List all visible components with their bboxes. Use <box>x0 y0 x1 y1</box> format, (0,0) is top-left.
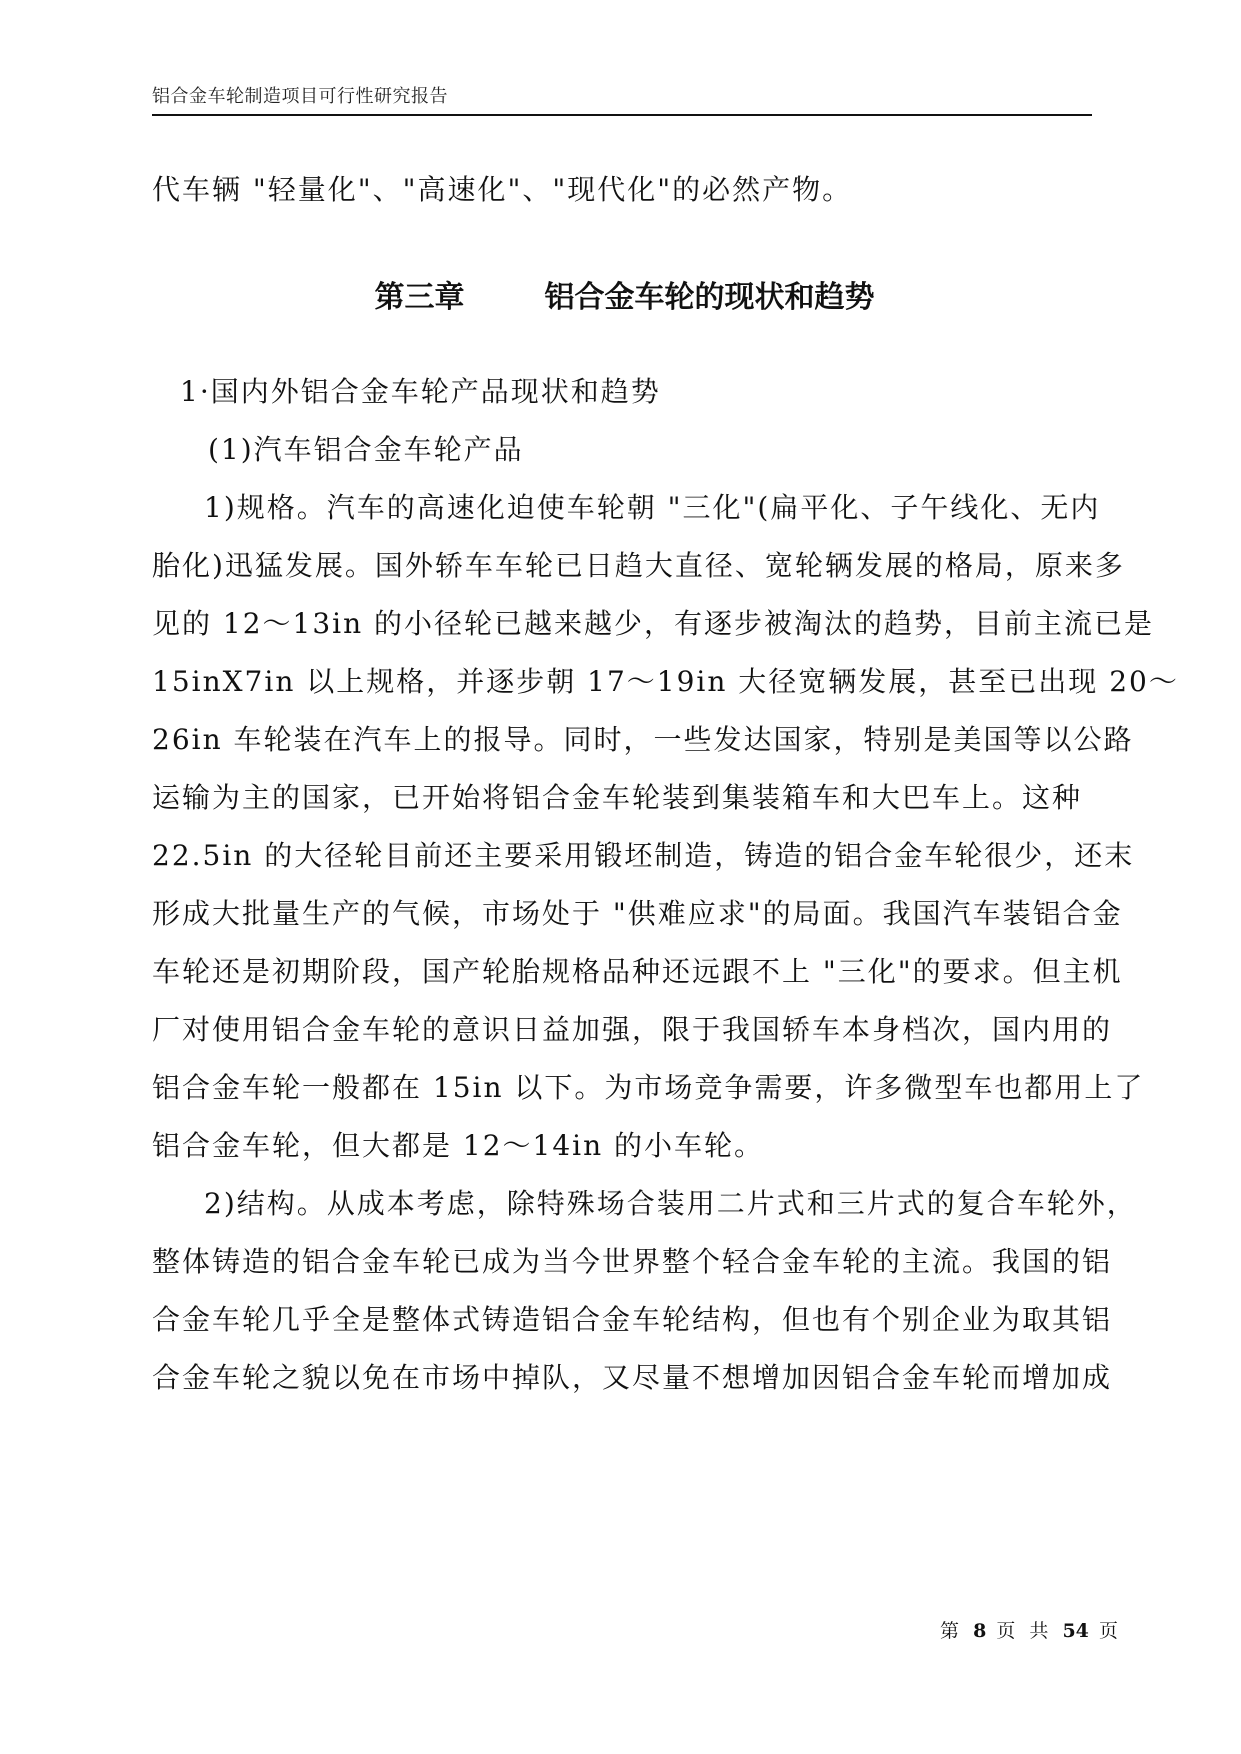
page-footer <box>940 1618 1122 1644</box>
paragraph-1-line: 见的 12～13in 的小径轮已越来越少，有逐步被淘汰的趋势，目前主流已是 <box>152 607 1155 640</box>
chapter-number: 第三章 <box>374 280 465 315</box>
paragraph-2-line: 2)结构。从成本考虑，除特殊场合装用二片式和三片式的复合车轮外， <box>204 1187 1137 1220</box>
chapter-heading <box>152 278 1097 318</box>
footer-prefix: 第 <box>940 1620 964 1642</box>
paragraph-1-line: 26in 车轮装在汽车上的报导。同时，一些发达国家，特别是美国等以公路 <box>152 723 1134 756</box>
page-number: 8 <box>973 1620 987 1642</box>
subsection-heading: (1)汽车铝合金车轮产品 <box>208 433 524 466</box>
page-header <box>152 84 1092 116</box>
paragraph-1-line: 车轮还是初期阶段，国产轮胎规格品种还远跟不上 "三化"的要求。但主机 <box>152 955 1123 988</box>
paragraph-1-line: 胎化)迅猛发展。国外轿车车轮已日趋大直径、宽轮辆发展的格局，原来多 <box>152 549 1125 582</box>
section-heading: 1·国内外铝合金车轮产品现状和趋势 <box>180 375 661 408</box>
intro-line: 代车辆 "轻量化"、"高速化"、"现代化"的必然产物。 <box>152 173 853 206</box>
paragraph-1-line: 运输为主的国家，已开始将铝合金车轮装到集装箱车和大巴车上。这种 <box>152 781 1083 814</box>
header-title: 铝合金车轮制造项目可行性研究报告 <box>152 86 448 107</box>
footer-suffix: 页 <box>1098 1620 1122 1642</box>
paragraph-1-line: 铝合金车轮，但大都是 12～14in 的小车轮。 <box>152 1129 765 1162</box>
chapter-title: 铝合金车轮的现状和趋势 <box>544 280 875 315</box>
header-divider <box>152 114 1092 116</box>
paragraph-1-line: 1)规格。汽车的高速化迫使车轮朝 "三化"(扁平化、子午线化、无内 <box>204 491 1101 524</box>
paragraph-1-line: 15inX7in 以上规格，并逐步朝 17～19in 大径宽辆发展，甚至已出现 20～ <box>152 665 1179 698</box>
paragraph-1-line: 形成大批量生产的气候，市场处于 "供难应求"的局面。我国汽车装铝合金 <box>152 897 1123 930</box>
footer-middle: 页 共 <box>996 1620 1053 1642</box>
total-pages: 54 <box>1062 1620 1089 1642</box>
paragraph-1-line: 铝合金车轮一般都在 15in 以下。为市场竞争需要，许多微型车也都用上了 <box>152 1071 1145 1104</box>
paragraph-1-line: 厂对使用铝合金车轮的意识日益加强，限于我国轿车本身档次，国内用的 <box>152 1013 1113 1046</box>
paragraph-2-line: 合金车轮之貌以免在市场中掉队，又尽量不想增加因铝合金车轮而增加成 <box>152 1361 1113 1394</box>
paragraph-2-line: 整体铸造的铝合金车轮已成为当今世界整个轻合金车轮的主流。我国的铝 <box>152 1245 1113 1278</box>
paragraph-2-line: 合金车轮几乎全是整体式铸造铝合金车轮结构，但也有个别企业为取其铝 <box>152 1303 1113 1336</box>
paragraph-1-line: 22.5in 的大径轮目前还主要采用锻坯制造，铸造的铝合金车轮很少，还末 <box>152 839 1135 872</box>
